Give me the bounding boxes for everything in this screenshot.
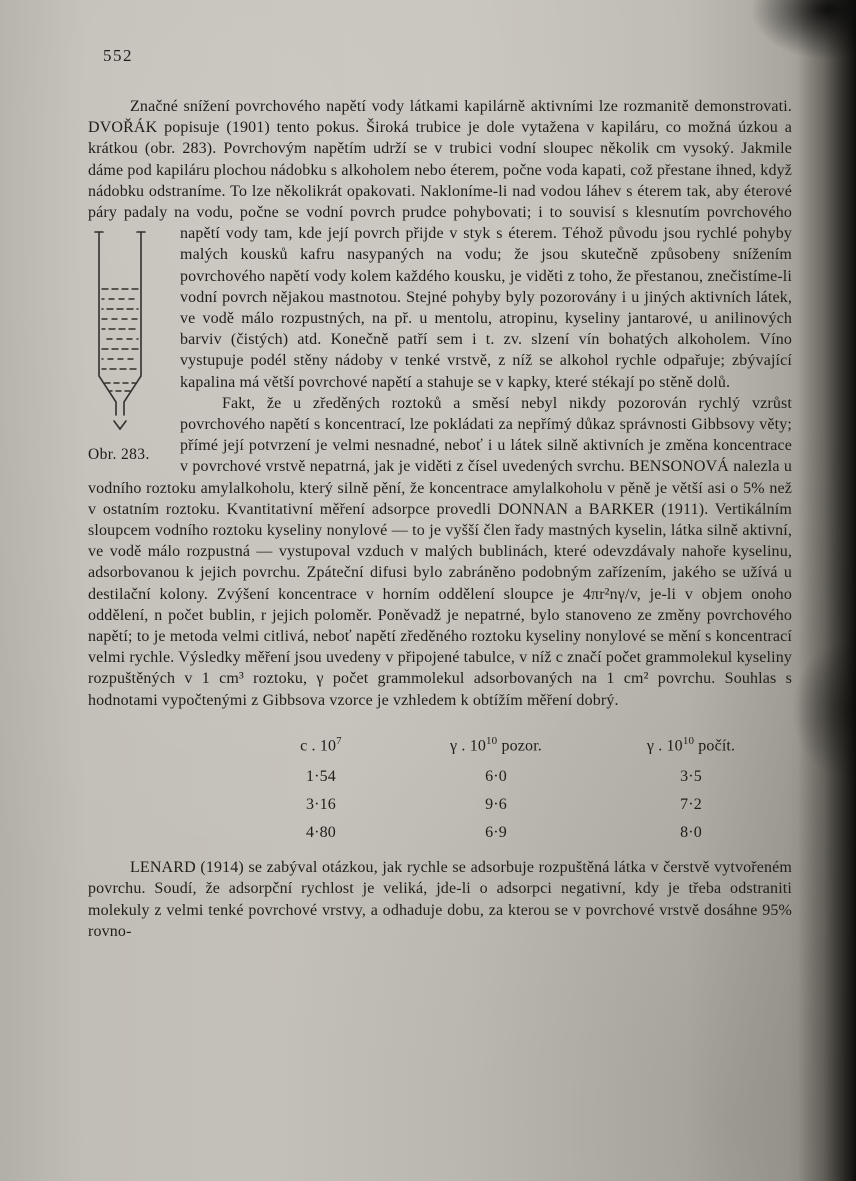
column-header-gamma-observed: γ . $10^{10}$ pozor.	[450, 734, 542, 755]
cell-c: 4·80	[306, 824, 336, 842]
cell-gamma-calculated: 7·2	[680, 796, 702, 814]
figure-283-caption: Obr. 283.	[88, 446, 150, 464]
adsorption-measurements-table	[246, 727, 786, 847]
paragraph-1-part-1: Značné snížení povrchového napětí vody látkami kapilárně aktivními lze rozmanitě demonstrovati. DVOŘÁK popisuje (1901) tento pokus. Široká trubice je dole vytažena v kapiláru, co možná úzkou a krátkou (obr. 283). Povrchovým napětím udrží se v trubici vodní sloupec několik cm vysoký. Jakmile dáme pod kapiláru plochou nádobku s alkoholem nebo éterem, počne voda kapati, což přestane ihned, když nádobku odstraníme. To lze několikrát opakovati. Nakloníme-li nad vodou láhev s éterem tak, aby éterové páry padaly na vodu, počne se vodní povrch prudce pohybovati; i to souvisí s klesnutím povrchového napětí vody	[88, 98, 792, 243]
scan-corner-mark	[750, 0, 856, 60]
text-block	[88, 96, 792, 942]
cell-c: 3·16	[306, 796, 336, 814]
paragraph-3: LENARD (1914) se zabýval otázkou, jak rychle se adsorbuje rozpuštěná látka v čerstvě vytvořeném povrchu. Soudí, že adsorpční rychlost je veliká, jde-li o adsorpci negativní, kdy je třeba odstraniti molekuly z velmi tenké povrchové vrstvy, a odhaduje dobu, za kterou se v povrchové vrstvě dosáhne 95% rovno-	[88, 859, 792, 940]
page-number: 552	[103, 46, 133, 65]
cell-gamma-observed: 6·9	[485, 824, 507, 842]
table-row	[246, 819, 786, 847]
column-header-concentration: c . $10^7$	[300, 734, 342, 755]
figure-283	[88, 229, 158, 465]
cell-gamma-calculated: 3·5	[680, 768, 702, 786]
cell-gamma-observed: 9·6	[485, 796, 507, 814]
paragraph-1-part-2: tam, kde její povrch přijde v styk s éterem. Téhož původu jsou rychlé pohyby malých kousků kafru nasypaných na vodu; že jsou skutečně způsobeny snížením povrchového napětí vody kolem každého kousku, je viděti z toho, že přestanou, znečistíme-li vodní povrch nějakou mastnotou. Stejné pohyby byly pozorovány i u jiných aktivních látek, ve vodě málo rozpustných, na př. u mentolu, atropinu, kyseliny jantarové, u anilinových barviv (čistých) atd. Konečně patří sem i t. zv. slzení vín bohatých alkoholem. Víno vystupuje podél stěny nádoby v tenké vrstvě, z níž se alkohol rychle odpařuje; zbývající kapalina má větší povrchové napětí a stahuje se v kapky, které stékají po stěně dolů.	[180, 225, 792, 391]
scan-side-smudge	[792, 640, 856, 780]
cell-gamma-observed: 6·0	[485, 768, 507, 786]
table-header-row	[246, 727, 786, 763]
column-header-gamma-calculated: γ . $10^{10}$ počít.	[646, 734, 736, 755]
table-row	[246, 791, 786, 819]
scan-edge-shadow	[798, 0, 856, 1181]
paragraph-2: Fakt, že u zředěných roztoků a směsí nebyl nikdy pozorován rychlý vzrůst povrchového napětí s koncentrací, lze pokládati za nepřímý důkaz správnosti Gibbsovy věty; přímé její potvrzení je velmi nesnadné, neboť i u látek silně aktivních je změna koncentrace v povrchové vrstvě nepatrná, jak je viděti z čísel uvedených svrchu. BENSONOVÁ nalezla u vodního roztoku amylalkoholu, který silně pění, že koncentrace amylalkoholu v pěně je větší asi o 5% než v ostatním roztoku. Kvantitativní měření adsorpce provedli DONNAN a BARKER (1911). Vertikálním sloupcem vodního roztoku kyseliny nonylové — to je vyšší člen řady mastných kyselin, látka silně aktivní, ve vodě málo rozpustná — vystupoval vzduch v malých bublinách, které odevzdávaly nahoře kyselinu, adsorbovanou k jejich povrchu. Zpáteční difusi bylo zabráněno podobným zařízením, jakého se užívá u destilační kolony. Zvýšení koncentrace v horním oddělení sloupce je 4πr²nγ/v, je-li v objem onoho oddělení, n počet bublin, r jejich poloměr. Poněvadž je nepatrné, bylo stanoveno ze změny povrchového napětí; to je metoda velmi citlivá, neboť napětí zředěného roztoku kyseliny nonylové se mění s koncentrací velmi rychle. Výsledky měření jsou uvedeny v připojené tabulce, v níž c značí počet grammolekul kyseliny rozpuštěných v 1 cm³ roztoku, γ počet grammolekul adsorbovaných na 1 cm² povrchu. Souhlas s hodnotami vypočtenými z Gibbsova vzorce je vzhledem k obtížím měření dobrý.	[88, 394, 792, 709]
table-row	[246, 763, 786, 791]
cell-c: 1·54	[306, 768, 336, 786]
cell-gamma-calculated: 8·0	[680, 824, 702, 842]
paragraph-1	[88, 96, 792, 464]
capillary-tube-illustration	[88, 229, 152, 434]
